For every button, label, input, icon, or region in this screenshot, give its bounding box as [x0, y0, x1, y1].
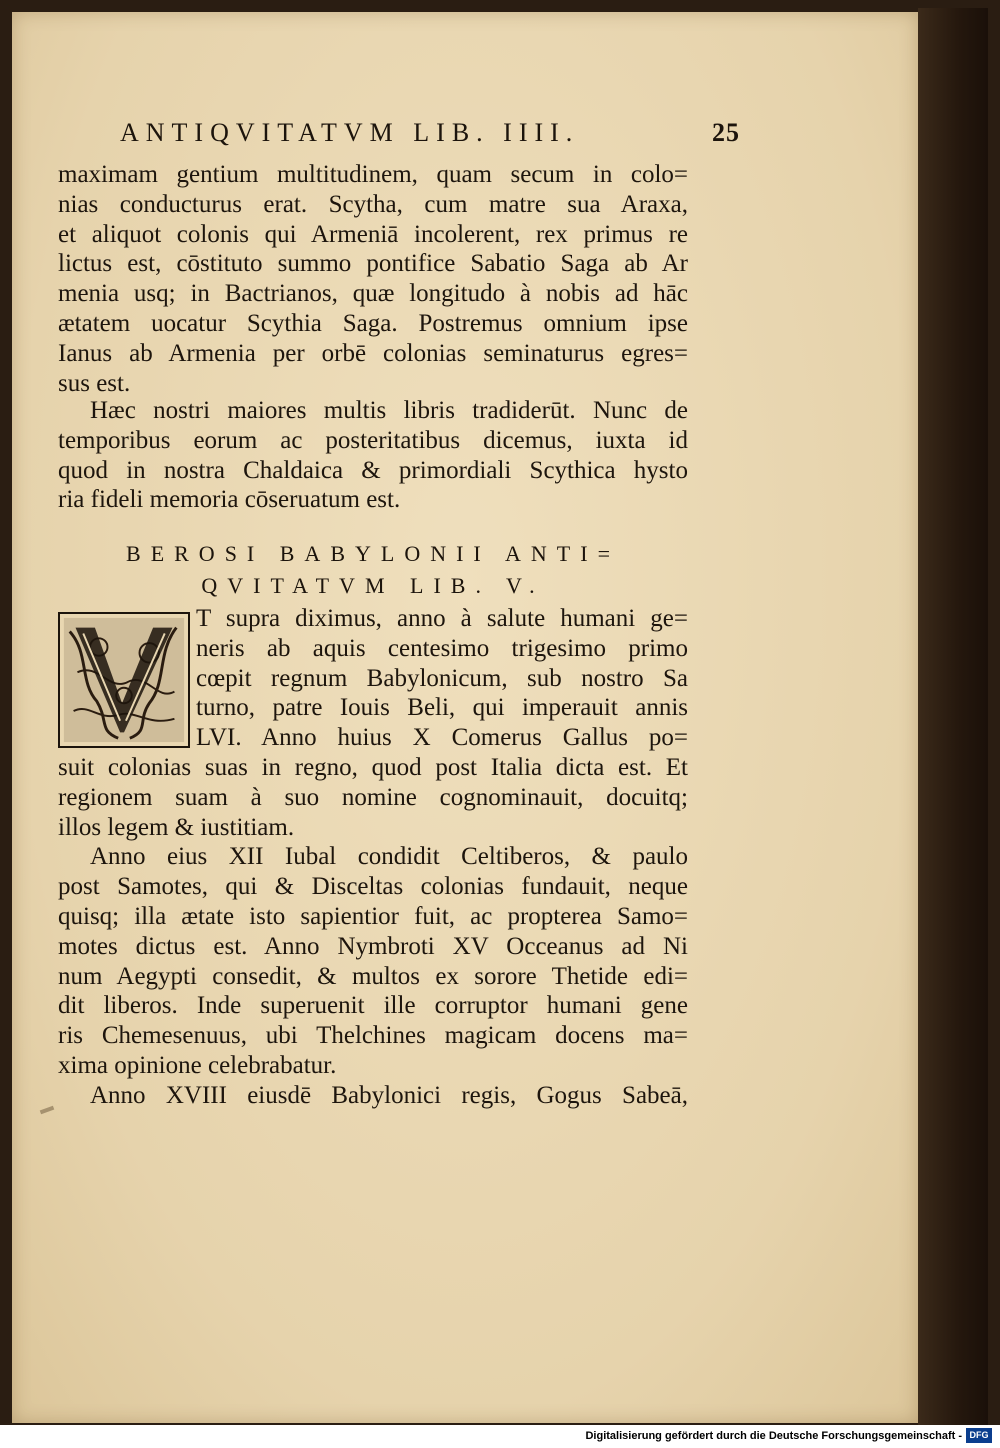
footer-bar	[0, 1425, 1000, 1448]
text-line: LVI. Anno huius X Comerus Gallus po=	[196, 724, 688, 752]
text-line: cœpit regnum Babylonicum, sub nostro Sa	[196, 664, 688, 692]
chapter-heading-line: QVITATVM LIB. V.	[201, 573, 545, 598]
text-line: quod in nostra Chaldaica & primordiali Scythica hysto	[58, 456, 688, 484]
text-line: Anno XVIII eiusdē Babylonici regis, Gogus Sabeā,	[90, 1081, 688, 1109]
text-line: ria fideli memoria cōseruatum est.	[58, 486, 401, 514]
text-line: turno, patre Iouis Beli, qui imperauit annis	[196, 694, 688, 722]
text-line: ætatem uocatur Scythia Saga. Postremus omnium ipse	[58, 309, 688, 337]
text-line: lictus est, cōstituto summo pontifice Sabatio Saga ab Ar	[58, 250, 688, 278]
text-line: Hæc nostri maiores multis libris tradiderūt. Nunc de	[90, 397, 688, 424]
paragraph-ut-supra	[58, 604, 688, 1111]
text-line: Anno eius XII Iubal condidit Celtiberos, & paulo	[90, 843, 688, 871]
text-line: num Aegypti consedit, & multos ex sorore Thetide edi=	[58, 962, 688, 990]
text-line: regionem suam à suo nomine cognominauit, docuitq;	[58, 783, 688, 811]
text-line: dit liberos. Inde superuenit ille corruptor humani gene	[58, 992, 688, 1020]
funding-notice: Digitalisierung gefördert durch die Deutsche Forschungsgemeinschaft -	[585, 1430, 962, 1442]
chapter-heading-line: BEROSI BABYLONII ANTI=	[126, 541, 620, 566]
text-line: temporibus eorum ac posteritatibus dicemus, iuxta id	[58, 426, 688, 454]
text-line: neris ab aquis centesimo trigesimo primo	[196, 634, 688, 662]
page-number: 25	[712, 118, 740, 147]
text-line: nias conducturus erat. Scytha, cum matre sua Araxa,	[58, 190, 688, 218]
binding-gutter	[918, 8, 988, 1425]
text-line: quisq; illa ætate isto sapientior fuit, ac propterea Samo=	[58, 902, 688, 930]
chapter-heading	[58, 538, 688, 602]
text-line: et aliquot colonis qui Armeniā incolerent, rex primus re	[58, 220, 688, 248]
text-line: Ianus ab Armenia per orbē colonias seminaturus egres=	[58, 339, 688, 367]
text-line: ris Chemesenuus, ubi Thelchines magicam docens ma=	[58, 1022, 688, 1050]
running-head	[120, 118, 740, 158]
text-line: menia usq; in Bactrianos, quæ longitudo à nobis ad hāc	[58, 280, 688, 308]
text-line: motes dictus est. Anno Nymbroti XV Occeanus ad Ni	[58, 932, 688, 960]
text-line: xima opinione celebrabatur.	[58, 1051, 337, 1079]
running-head-title: ANTIQVITATVM LIB. IIII.	[120, 118, 580, 147]
text-line: suit colonias suas in regno, quod post Italia dicta est. Et	[58, 753, 688, 781]
paragraph-haec	[58, 396, 688, 515]
text-line: T supra diximus, anno à salute humani ge=	[196, 605, 688, 632]
text-line: post Samotes, qui & Disceltas colonias fundauit, neque	[58, 873, 688, 901]
paragraph-scytha	[58, 160, 688, 398]
text-line: maximam gentium multitudinem, quam secum in colo=	[58, 161, 688, 188]
text-line: sus est.	[58, 369, 131, 397]
dfg-logo-icon: DFG	[966, 1428, 992, 1443]
text-line: illos legem & iustitiam.	[58, 813, 295, 841]
